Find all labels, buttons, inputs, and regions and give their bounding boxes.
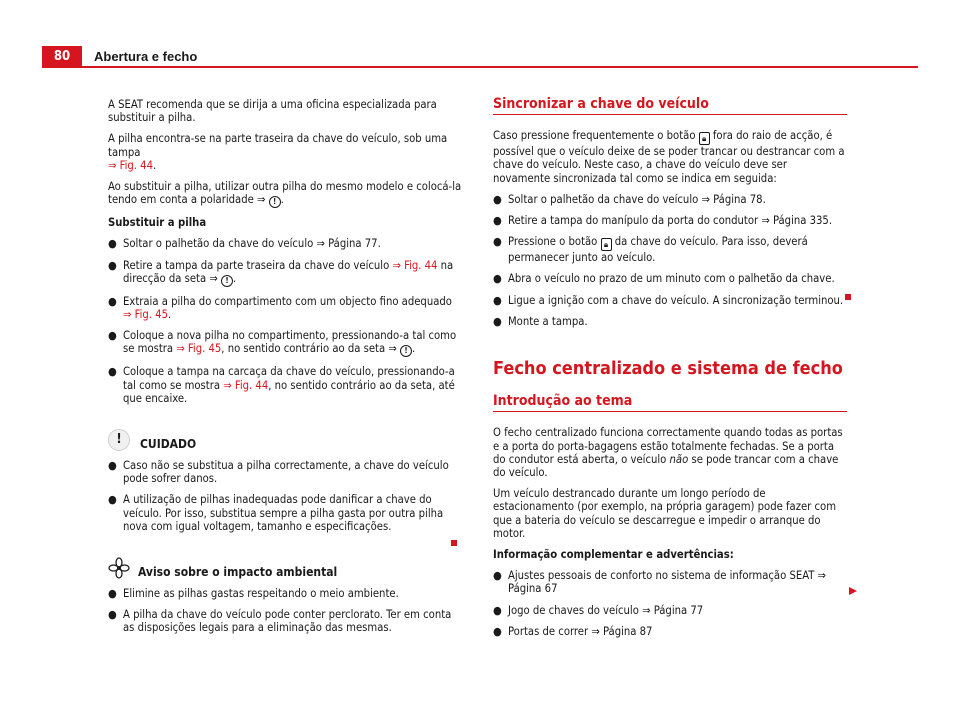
caution-ref-icon: ! (221, 275, 233, 287)
list-item: ● Coloque a tampa na carcaça da chave do veículo, pressionando-a tal como se mostra ⇒ Fig. 44, no sentido contrário ao da seta, até que encaixe. (108, 365, 455, 405)
list-item: ● Pressione o botão 🔒︎ da chave do veículo. Para isso, deverá permanecer junto ao veículo. (493, 235, 808, 265)
caution-ref-icon: ! (269, 196, 281, 208)
figure-link[interactable]: ⇒ Fig. 44 (223, 378, 269, 392)
caution-header (108, 429, 464, 451)
list-item: ● Soltar o palhetão da chave do veículo ⇒ Página 77. (108, 237, 381, 251)
paragraph: Um veículo destrancado durante um longo período de estacionamento (por exemplo, na própria garagem) pode fazer com que a bateria do veículo se descarregue e impedir o arranque do motor. (493, 487, 836, 540)
page-number: 80 (42, 46, 82, 67)
list-item: ● Soltar o palhetão da chave do veículo ⇒ Página 78. (493, 192, 766, 206)
list-item: ● Portas de correr ⇒ Página 87 (493, 624, 653, 638)
header-rule (42, 66, 918, 68)
paragraph: Ao substituir a pilha, utilizar outra pilha do mesmo modelo e colocá-la tendo em conta a polaridade ⇒ ! . (108, 180, 462, 207)
paragraph: Caso pressione frequentemente o botão 🔒︎ fora do raio de acção, é possível que o veículo deixe de se poder trancar ou destrancar com a chave do veículo. Neste caso, a chave do veículo deve ser novamente sincronizada tal como se indica em seguida: (493, 129, 845, 185)
list-item: ● Jogo de chaves do veículo ⇒ Página 77 (493, 603, 704, 617)
figure-link[interactable]: ⇒ Fig. 45 (123, 308, 168, 322)
left-column (108, 98, 464, 643)
list-item: ● A utilização de pilhas inadequadas pode danificar a chave do veículo. Por isso, substitua sempre a pilha gasta por outra pilha nova com igual voltagem, tamanho e especificações. (108, 493, 444, 533)
list-item: ● Caso não se substitua a pilha correctamente, a chave do veículo pode sofrer danos. (108, 459, 449, 486)
list-item: ● A pilha da chave do veículo pode conter perclorato. Ter em conta as disposições legais para a eliminação das mesmas. (108, 608, 452, 635)
list-item: ● Retire a tampa da parte traseira da chave do veículo ⇒ Fig. 44 na direcção da seta ⇒ ! . (108, 258, 454, 285)
caution-title: CUIDADO (140, 436, 197, 451)
chapter-title: Fecho centralizado e sistema de fecho (493, 358, 843, 380)
info-title: Informação complementar e advertências: (493, 548, 734, 562)
list-item: ● Monte a tampa. (493, 314, 588, 328)
list-item: ● Coloque a nova pilha no compartimento, pressionando-a tal como se mostra ⇒ Fig. 45, no sentido contrário ao da seta ⇒ ! . (108, 329, 457, 356)
environment-title: Aviso sobre o impacto ambiental (138, 564, 338, 579)
environment-flower-icon (108, 557, 130, 579)
figure-link[interactable]: ⇒ Fig. 45 (176, 342, 222, 356)
paragraph: A SEAT recomenda que se dirija a uma oficina especializada para substituir a pilha. (108, 98, 437, 125)
subsection-title: Substituir a pilha (108, 216, 207, 230)
page-header (0, 0, 960, 68)
section-end-marker (845, 294, 851, 300)
list-item: ● Elimine as pilhas gastas respeitando o meio ambiente. (108, 587, 399, 601)
lock-button-icon: 🔒︎ (601, 238, 612, 251)
list-item: ● Ligue a ignição com a chave do veículo. A sincronização terminou. (493, 293, 844, 307)
lock-button-icon: 🔒︎ (699, 132, 710, 145)
list-item: ● Extraia a pilha do compartimento com um objecto fino adequado ⇒ Fig. 45. (108, 294, 452, 322)
section-rule (493, 114, 847, 115)
header-title: Abertura e fecho (94, 49, 198, 64)
paragraph: O fecho centralizado funciona correctamente quando todas as portas e a porta do porta-bagagens estão totalmente fechadas. Se a porta do condutor está aberta, o veículo não se pode trancar com a chave do veículo. (493, 426, 843, 480)
section-title: Sincronizar a chave do veículo (493, 96, 709, 112)
right-column (493, 98, 847, 646)
environment-header (108, 557, 464, 579)
list-item: ● Ajustes pessoais de conforto no sistema de informação SEAT ⇒ Página 67 (493, 569, 826, 596)
paragraph: A pilha encontra-se na parte traseira da chave do veículo, sob uma tampa ⇒ Fig. 44. (108, 132, 448, 172)
caution-ref-icon: ! (400, 345, 412, 357)
section-end-marker (451, 540, 457, 546)
list-item: ● Retire a tampa do manípulo da porta do condutor ⇒ Página 335. (493, 214, 833, 228)
caution-icon: ! (108, 429, 130, 451)
list-item: ● Abra o veículo no prazo de um minuto com o palhetão da chave. (493, 272, 835, 286)
section-title: Introdução ao tema (493, 393, 633, 410)
figure-link[interactable]: ⇒ Fig. 44 (392, 258, 438, 272)
section-rule (493, 411, 847, 412)
figure-link[interactable]: ⇒ Fig. 44 (108, 158, 153, 172)
continue-arrow-icon (848, 586, 858, 596)
